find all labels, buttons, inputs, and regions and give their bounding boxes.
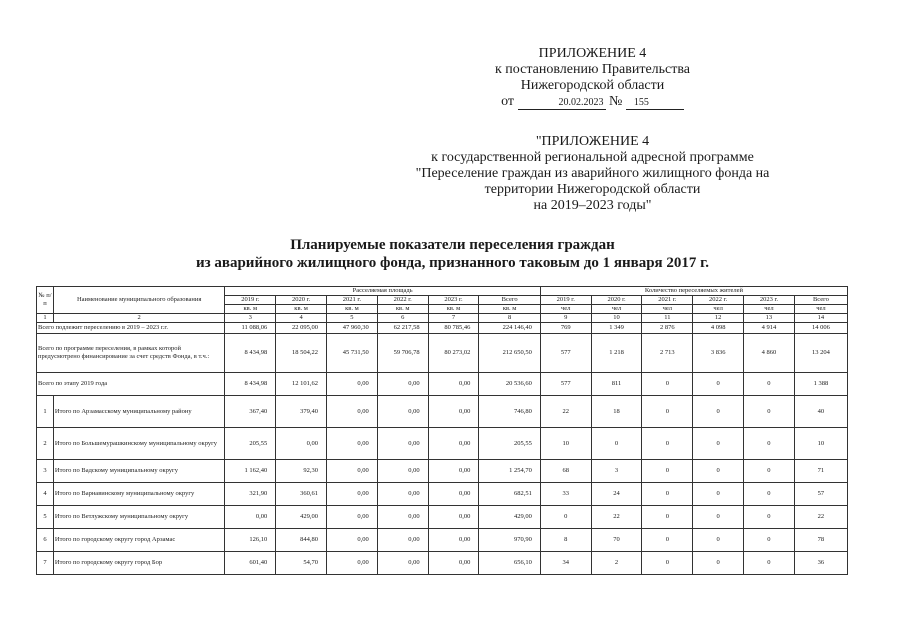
area-year-header: 2023 г. xyxy=(428,296,479,305)
value-cell: 54,70 xyxy=(276,552,327,575)
value-cell: 0,00 xyxy=(327,428,378,460)
value-cell: 22 xyxy=(591,506,642,529)
column-number: 13 xyxy=(744,314,795,323)
municipality-name: Итого по Варнавинскому муниципальному округу xyxy=(53,483,224,506)
value-cell: 71 xyxy=(794,460,847,483)
value-cell: 2 xyxy=(591,552,642,575)
value-cell: 1 218 xyxy=(591,334,642,373)
program-appendix-header xyxy=(140,134,905,214)
municipality-row xyxy=(37,483,848,506)
value-cell: 205,55 xyxy=(225,428,276,460)
value-cell: 0,00 xyxy=(428,460,479,483)
value-cell: 33 xyxy=(540,483,591,506)
value-cell: 0,00 xyxy=(276,428,327,460)
people-year-header: 2020 г. xyxy=(591,296,642,305)
municipality-name: Итого по городскому округу город Бор xyxy=(53,552,224,575)
column-number: 9 xyxy=(540,314,591,323)
people-unit-header: чел xyxy=(744,305,795,314)
value-cell: 0,00 xyxy=(377,483,428,506)
value-cell: 0,00 xyxy=(428,552,479,575)
value-cell: 970,90 xyxy=(479,529,540,552)
row-number: 5 xyxy=(37,506,54,529)
value-cell: 11 088,06 xyxy=(225,323,276,334)
value-cell: 0,00 xyxy=(327,529,378,552)
value-cell: 47 960,30 xyxy=(327,323,378,334)
value-cell: 0 xyxy=(642,506,693,529)
value-cell: 0,00 xyxy=(327,483,378,506)
value-cell: 0 xyxy=(642,373,693,396)
people-year-header: 2019 г. xyxy=(540,296,591,305)
value-cell: 0,00 xyxy=(377,506,428,529)
header-num: № п/п xyxy=(37,287,54,314)
value-cell: 0,00 xyxy=(377,373,428,396)
value-cell: 0 xyxy=(642,460,693,483)
value-cell: 59 706,78 xyxy=(377,334,428,373)
people-year-header: 2021 г. xyxy=(642,296,693,305)
value-cell: 8 434,98 xyxy=(225,373,276,396)
row-number: 1 xyxy=(37,396,54,428)
column-number: 11 xyxy=(642,314,693,323)
value-cell: 0,00 xyxy=(327,506,378,529)
area-unit-header: кв. м xyxy=(377,305,428,314)
resolution-appendix-header xyxy=(140,46,905,110)
value-cell: 10 xyxy=(794,428,847,460)
value-cell: 13 204 xyxy=(794,334,847,373)
resolution-date: 20.02.2023 xyxy=(518,96,606,110)
value-cell: 0 xyxy=(693,552,744,575)
value-cell: 811 xyxy=(591,373,642,396)
resolution-reference-line: к постановлению Правительства xyxy=(494,62,691,77)
municipality-row xyxy=(37,396,848,428)
program-name-line-2: территории Нижегородской области xyxy=(484,182,701,197)
value-cell: 22 xyxy=(540,396,591,428)
people-unit-header: чел xyxy=(642,305,693,314)
program-appendix-number: "ПРИЛОЖЕНИЕ 4 xyxy=(535,134,650,149)
value-cell: 0 xyxy=(693,428,744,460)
header-name: Наименование муниципального образования xyxy=(53,287,224,314)
municipality-name: Итого по Большемурашкинскому муниципальному округу xyxy=(53,428,224,460)
program-row xyxy=(37,334,848,373)
column-number: 3 xyxy=(225,314,276,323)
value-cell: 601,40 xyxy=(225,552,276,575)
column-number: 2 xyxy=(53,314,224,323)
value-cell: 3 836 xyxy=(693,334,744,373)
people-year-header: Всего xyxy=(794,296,847,305)
column-number: 10 xyxy=(591,314,642,323)
value-cell: 0,00 xyxy=(225,506,276,529)
column-number: 6 xyxy=(377,314,428,323)
value-cell: 22 xyxy=(794,506,847,529)
people-unit-header: чел xyxy=(540,305,591,314)
value-cell: 0,00 xyxy=(428,506,479,529)
appendix-number-line: ПРИЛОЖЕНИЕ 4 xyxy=(538,46,647,61)
area-year-header: 2022 г. xyxy=(377,296,428,305)
value-cell: 0,00 xyxy=(377,529,428,552)
row-number: 7 xyxy=(37,552,54,575)
column-number: 5 xyxy=(327,314,378,323)
people-year-header: 2022 г. xyxy=(693,296,744,305)
header-area-group: Расселяемая площадь xyxy=(225,287,540,296)
from-label: от xyxy=(501,94,515,109)
column-number: 12 xyxy=(693,314,744,323)
title-line-2: из аварийного жилищного фонда, признанного таковым до 1 января 2017 г. xyxy=(195,255,710,271)
value-cell: 45 731,50 xyxy=(327,334,378,373)
value-cell: 10 xyxy=(540,428,591,460)
people-unit-header: чел xyxy=(794,305,847,314)
value-cell: 0 xyxy=(693,529,744,552)
value-cell: 367,40 xyxy=(225,396,276,428)
value-cell: 18 xyxy=(591,396,642,428)
area-unit-header: кв. м xyxy=(225,305,276,314)
value-cell: 0 xyxy=(744,552,795,575)
value-cell: 844,80 xyxy=(276,529,327,552)
value-cell: 746,80 xyxy=(479,396,540,428)
row-number: 2 xyxy=(37,428,54,460)
value-cell: 224 146,40 xyxy=(479,323,540,334)
value-cell: 18 504,22 xyxy=(276,334,327,373)
value-cell: 321,90 xyxy=(225,483,276,506)
value-cell: 4 914 xyxy=(744,323,795,334)
value-cell: 3 xyxy=(591,460,642,483)
value-cell: 22 095,00 xyxy=(276,323,327,334)
value-cell: 656,10 xyxy=(479,552,540,575)
header-row-groups xyxy=(37,287,848,296)
municipality-row xyxy=(37,506,848,529)
municipality-row xyxy=(37,460,848,483)
area-unit-header: кв. м xyxy=(428,305,479,314)
row-number: 3 xyxy=(37,460,54,483)
municipality-name: Итого по Арзамасскому муниципальному району xyxy=(53,396,224,428)
value-cell: 8 434,98 xyxy=(225,334,276,373)
value-cell: 36 xyxy=(794,552,847,575)
people-year-header: 2023 г. xyxy=(744,296,795,305)
value-cell: 0 xyxy=(693,506,744,529)
value-cell: 577 xyxy=(540,373,591,396)
value-cell: 429,00 xyxy=(479,506,540,529)
value-cell: 0,00 xyxy=(428,373,479,396)
value-cell: 0 xyxy=(744,428,795,460)
value-cell: 92,30 xyxy=(276,460,327,483)
municipality-row xyxy=(37,529,848,552)
row-number: 6 xyxy=(37,529,54,552)
value-cell: 0,00 xyxy=(428,428,479,460)
value-cell: 4 860 xyxy=(744,334,795,373)
resettlement-table xyxy=(36,286,848,575)
value-cell: 1 254,70 xyxy=(479,460,540,483)
value-cell: 0 xyxy=(591,428,642,460)
value-cell: 212 650,50 xyxy=(479,334,540,373)
value-cell: 80 273,02 xyxy=(428,334,479,373)
program-name-line-1: "Переселение граждан из аварийного жилищного фонда на xyxy=(415,166,770,181)
value-cell: 0 xyxy=(642,483,693,506)
value-cell: 0 xyxy=(693,373,744,396)
people-unit-header: чел xyxy=(591,305,642,314)
area-unit-header: кв. м xyxy=(276,305,327,314)
area-year-header: Всего xyxy=(479,296,540,305)
stage-row-label: Всего по этапу 2019 года xyxy=(37,373,225,396)
value-cell: 205,55 xyxy=(479,428,540,460)
value-cell: 0,00 xyxy=(428,529,479,552)
value-cell: 0 xyxy=(744,460,795,483)
column-number: 4 xyxy=(276,314,327,323)
value-cell: 0,00 xyxy=(377,428,428,460)
value-cell: 0,00 xyxy=(428,396,479,428)
area-year-header: 2020 г. xyxy=(276,296,327,305)
number-label: № xyxy=(609,94,623,109)
value-cell: 1 388 xyxy=(794,373,847,396)
value-cell: 429,00 xyxy=(276,506,327,529)
municipality-name: Итого по городскому округу город Арзамас xyxy=(53,529,224,552)
value-cell: 0,00 xyxy=(377,460,428,483)
column-number: 7 xyxy=(428,314,479,323)
value-cell: 68 xyxy=(540,460,591,483)
municipality-row xyxy=(37,552,848,575)
value-cell: 40 xyxy=(794,396,847,428)
title-line-1: Планируемые показатели переселения граждан xyxy=(290,237,615,253)
area-year-header: 2019 г. xyxy=(225,296,276,305)
value-cell: 0 xyxy=(642,428,693,460)
stage-row xyxy=(37,373,848,396)
value-cell: 0,00 xyxy=(327,460,378,483)
column-number: 8 xyxy=(479,314,540,323)
total-row xyxy=(37,323,848,334)
value-cell: 0 xyxy=(744,529,795,552)
value-cell: 8 xyxy=(540,529,591,552)
area-unit-header: кв. м xyxy=(479,305,540,314)
total-row-label: Всего подлежит переселению в 2019 – 2023 г.г. xyxy=(37,323,225,334)
value-cell: 24 xyxy=(591,483,642,506)
value-cell: 0 xyxy=(693,396,744,428)
value-cell: 0 xyxy=(693,483,744,506)
region-line: Нижегородской области xyxy=(520,78,665,93)
header-people-group: Количество переселяемых жителей xyxy=(540,287,847,296)
value-cell: 379,40 xyxy=(276,396,327,428)
program-reference-line: к государственной региональной адресной программе xyxy=(431,150,754,165)
value-cell: 769 xyxy=(540,323,591,334)
resolution-number: 155 xyxy=(626,96,684,110)
municipality-row xyxy=(37,428,848,460)
value-cell: 57 xyxy=(794,483,847,506)
value-cell: 0 xyxy=(744,483,795,506)
value-cell: 2 713 xyxy=(642,334,693,373)
date-number-line xyxy=(140,94,905,110)
value-cell: 0,00 xyxy=(327,396,378,428)
value-cell: 0 xyxy=(744,373,795,396)
value-cell: 1 349 xyxy=(591,323,642,334)
column-number: 14 xyxy=(794,314,847,323)
value-cell: 360,61 xyxy=(276,483,327,506)
value-cell: 12 101,62 xyxy=(276,373,327,396)
value-cell: 34 xyxy=(540,552,591,575)
value-cell: 80 785,46 xyxy=(428,323,479,334)
value-cell: 0,00 xyxy=(327,373,378,396)
value-cell: 0,00 xyxy=(428,483,479,506)
value-cell: 0 xyxy=(642,552,693,575)
document-title xyxy=(0,236,905,272)
value-cell: 0 xyxy=(693,460,744,483)
value-cell: 682,51 xyxy=(479,483,540,506)
value-cell: 78 xyxy=(794,529,847,552)
value-cell: 0 xyxy=(744,396,795,428)
value-cell: 62 217,58 xyxy=(377,323,428,334)
value-cell: 0 xyxy=(540,506,591,529)
value-cell: 14 006 xyxy=(794,323,847,334)
area-unit-header: кв. м xyxy=(327,305,378,314)
value-cell: 0 xyxy=(642,396,693,428)
value-cell: 1 162,40 xyxy=(225,460,276,483)
value-cell: 0,00 xyxy=(377,552,428,575)
value-cell: 0,00 xyxy=(377,396,428,428)
header-row-column-numbers xyxy=(37,314,848,323)
municipality-name: Итого по Ветлужскому муниципальному округу xyxy=(53,506,224,529)
column-number: 1 xyxy=(37,314,54,323)
value-cell: 20 536,60 xyxy=(479,373,540,396)
value-cell: 2 876 xyxy=(642,323,693,334)
area-year-header: 2021 г. xyxy=(327,296,378,305)
value-cell: 0,00 xyxy=(327,552,378,575)
row-number: 4 xyxy=(37,483,54,506)
value-cell: 577 xyxy=(540,334,591,373)
municipality-name: Итого по Вадскому муниципальному округу xyxy=(53,460,224,483)
value-cell: 4 098 xyxy=(693,323,744,334)
value-cell: 0 xyxy=(642,529,693,552)
value-cell: 126,10 xyxy=(225,529,276,552)
program-period-line: на 2019–2023 годы" xyxy=(533,198,652,213)
program-row-label: Всего по программе переселения, в рамках которой предусмотрено финансирование за счет средств Фонда, в т.ч.: xyxy=(37,334,225,373)
value-cell: 70 xyxy=(591,529,642,552)
value-cell: 0 xyxy=(744,506,795,529)
people-unit-header: чел xyxy=(693,305,744,314)
